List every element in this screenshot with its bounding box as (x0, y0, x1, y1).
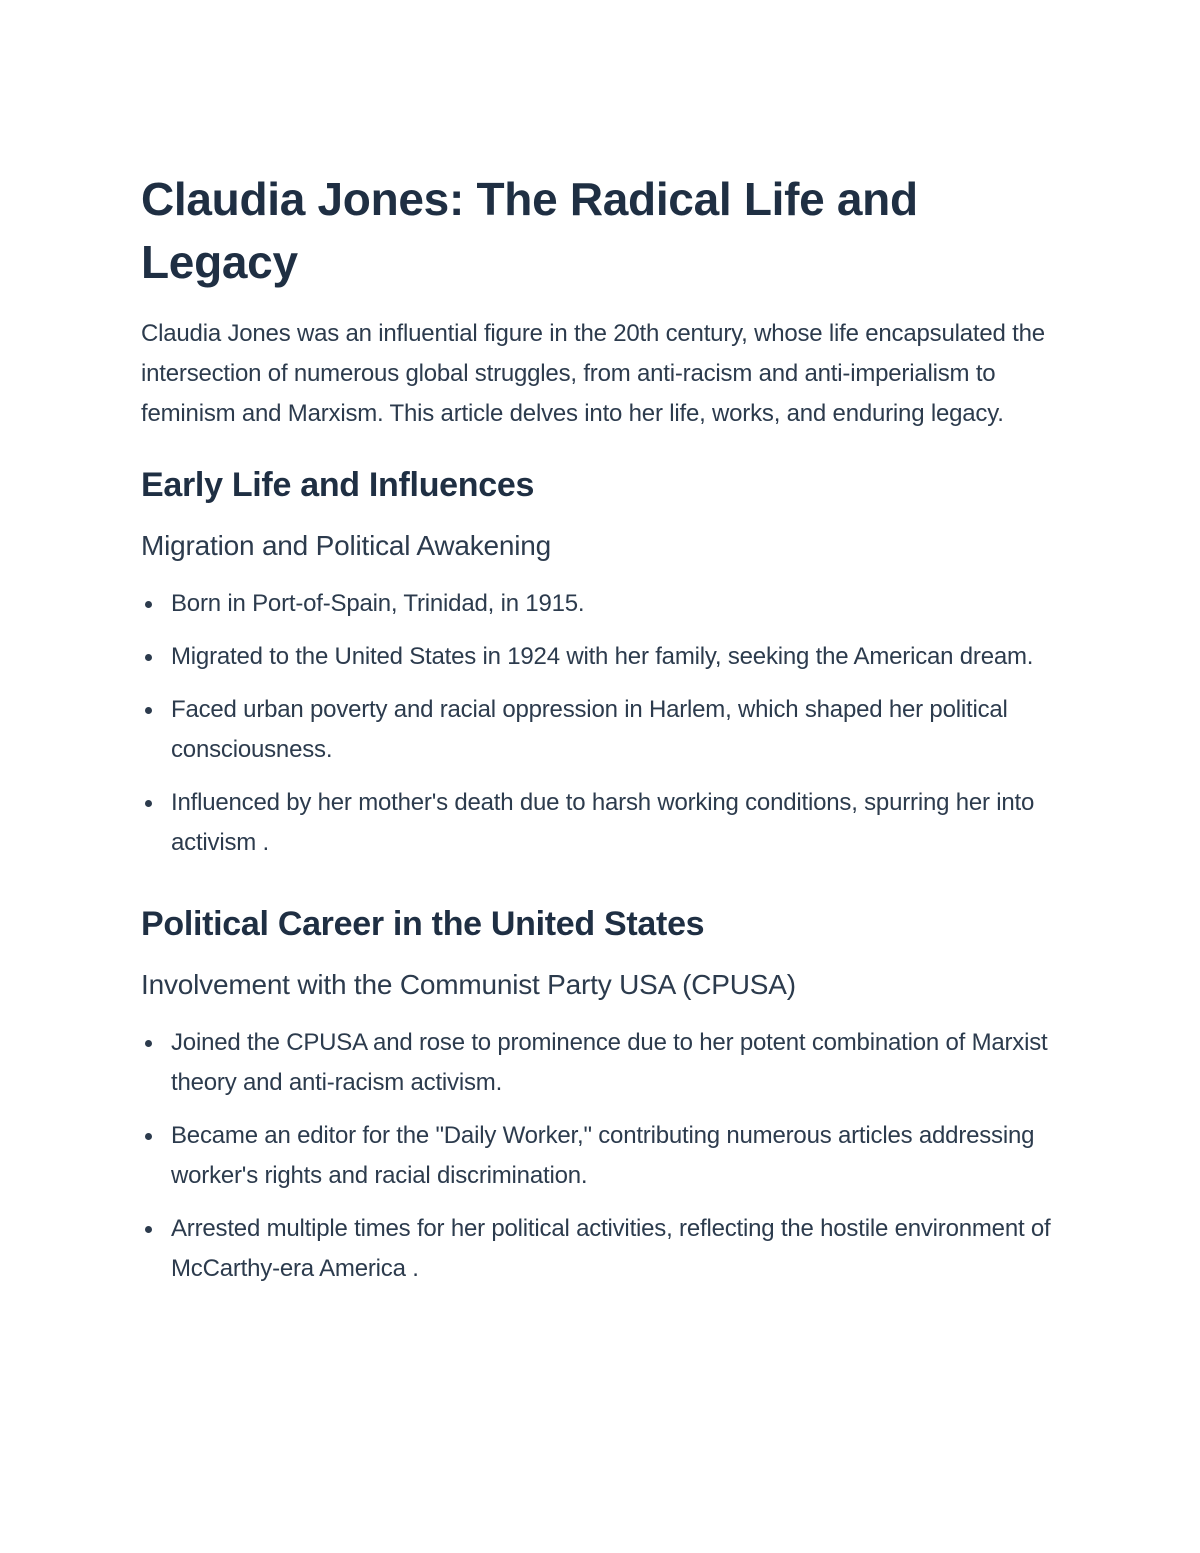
bullet-icon (145, 601, 152, 608)
list-item (141, 1209, 1061, 1289)
section-early-life (141, 462, 1061, 863)
bullet-icon (145, 1226, 152, 1233)
bullet-icon (145, 1133, 152, 1140)
list-item-text: Arrested multiple times for her political activities, reflecting the hostile environment of McCarthy-era America . (171, 1215, 1051, 1282)
list-item-text: Born in Port-of-Spain, Trinidad, in 1915. (171, 590, 585, 617)
list-item (141, 783, 1061, 863)
list-item-text: Migrated to the United States in 1924 with her family, seeking the American dream. (171, 643, 1034, 670)
section-political-career (141, 901, 1061, 1289)
intro-paragraph: Claudia Jones was an influential figure in the 20th century, whose life encapsulated the intersection of numerous global struggles, from anti-racism and anti-imperialism to feminism and Marxism. This article delves into her life, works, and enduring legacy. (141, 320, 1045, 427)
bullet-icon (145, 654, 152, 661)
bullet-list (141, 1023, 1061, 1289)
list-item-text: Faced urban poverty and racial oppression in Harlem, which shaped her political consciousness. (171, 696, 1008, 763)
bullet-list (141, 584, 1061, 863)
section-heading: Early Life and Influences (141, 466, 535, 504)
list-item (141, 1023, 1061, 1103)
bullet-icon (145, 800, 152, 807)
list-item-text: Became an editor for the "Daily Worker," contributing numerous articles addressing worker's rights and racial discrimination. (171, 1122, 1035, 1189)
document-page (141, 168, 1061, 1289)
list-item-text: Joined the CPUSA and rose to prominence due to her potent combination of Marxist theory and anti-racism activism. (171, 1029, 1048, 1096)
section-subheading: Migration and Political Awakening (141, 530, 552, 561)
page-title: Claudia Jones: The Radical Life and Legacy (141, 173, 918, 288)
bullet-icon (145, 1040, 152, 1047)
list-item (141, 637, 1061, 677)
list-item-text: Influenced by her mother's death due to harsh working conditions, spurring her into activism . (171, 789, 1035, 856)
list-item (141, 1116, 1061, 1196)
list-item (141, 690, 1061, 770)
bullet-icon (145, 707, 152, 714)
section-subheading: Involvement with the Communist Party USA (CPUSA) (141, 969, 796, 1000)
list-item (141, 584, 1061, 624)
section-heading: Political Career in the United States (141, 905, 705, 943)
